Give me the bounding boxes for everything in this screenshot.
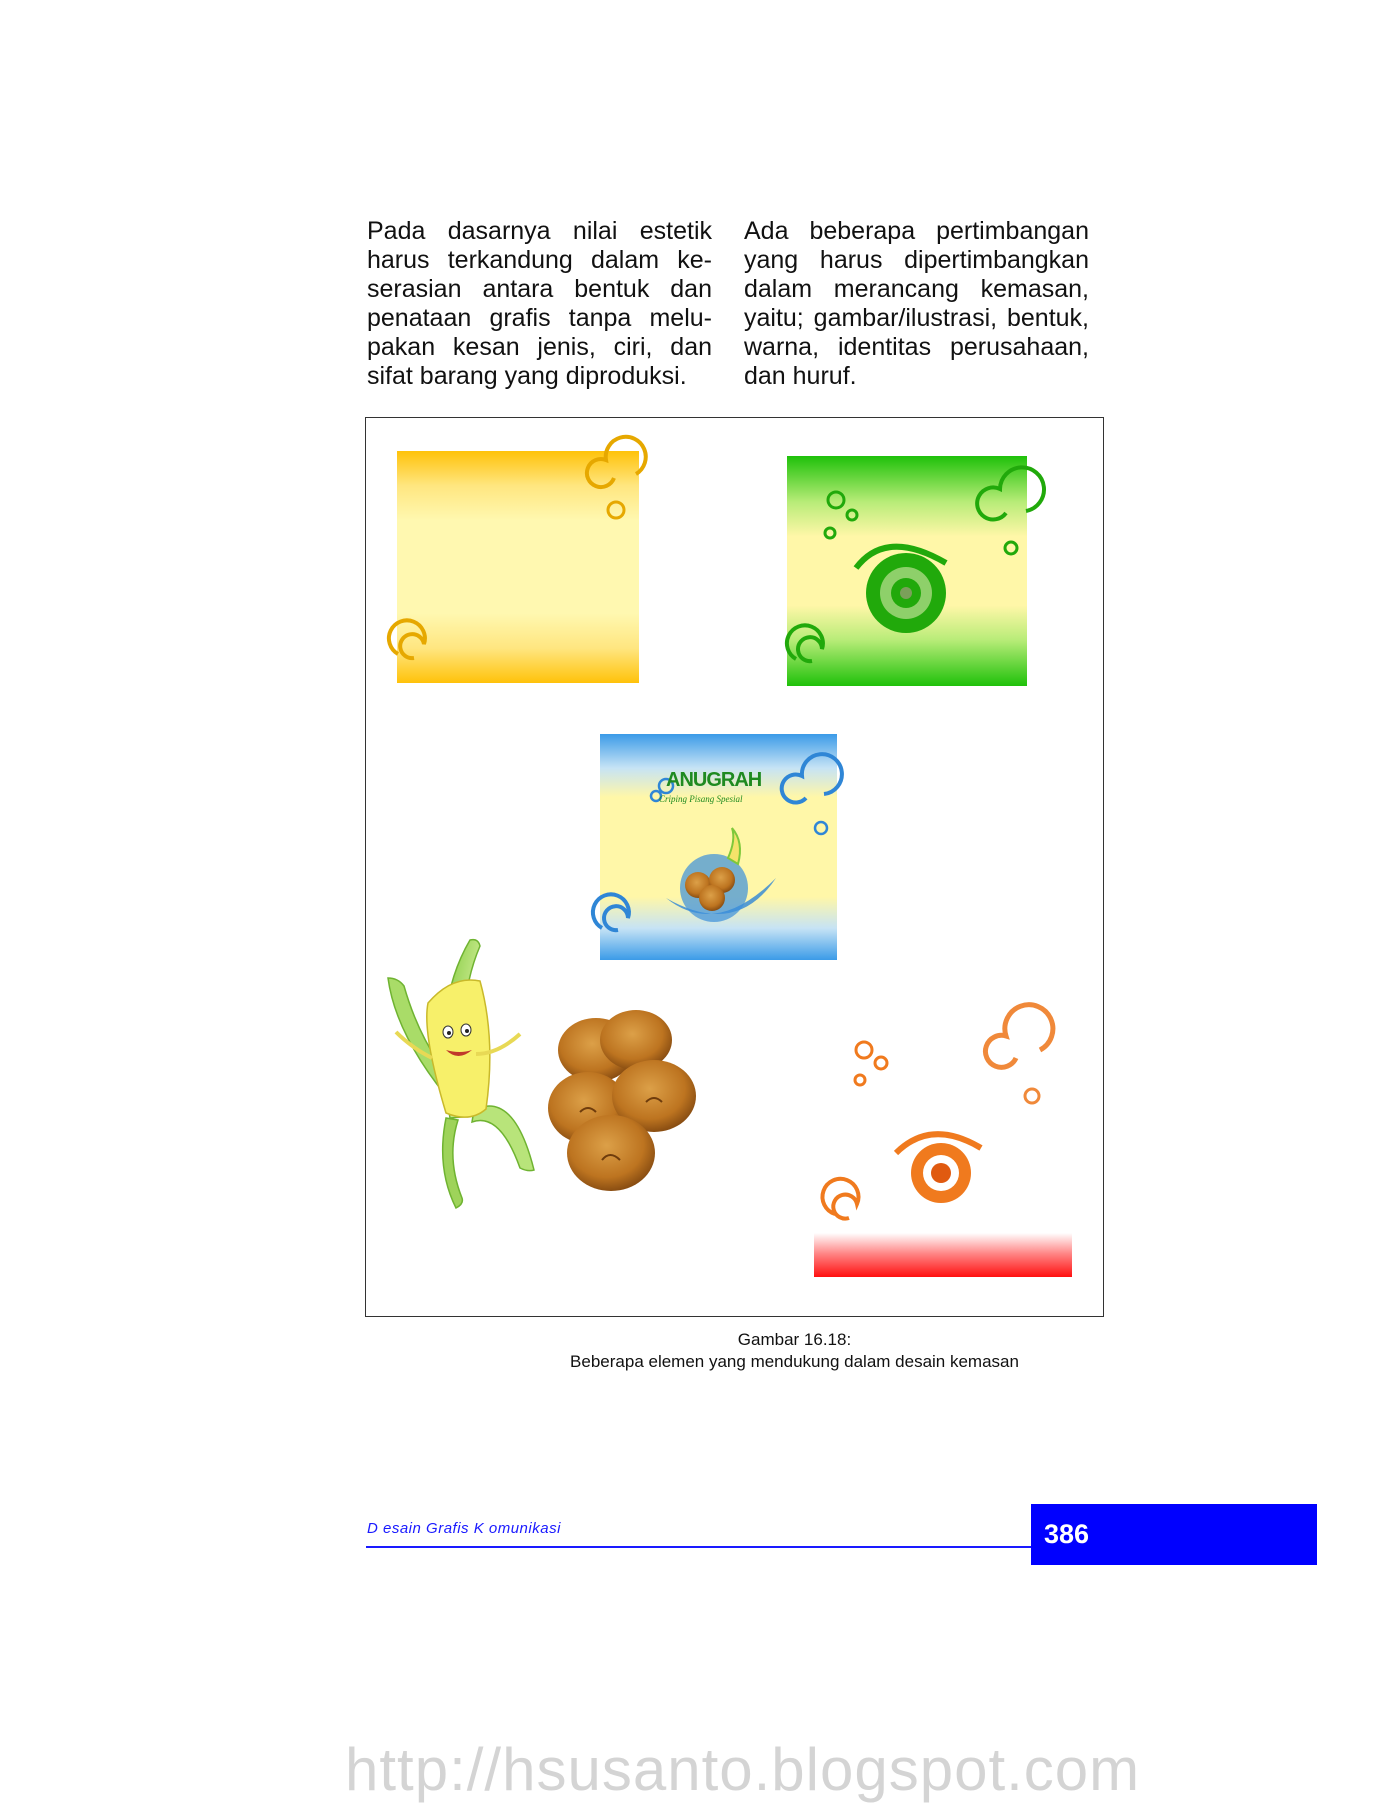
body-text-right-column: Ada beberapa pertimbangan yang harus dipertimbangkan dalam merancang kemasan, yaitu; gambar/ilustrasi, bentuk, warna, identitas perusahaan, dan huruf.: [744, 217, 1089, 390]
orange-swirl-elements: [822, 1005, 1052, 1219]
red-gradient-band: [814, 1233, 1072, 1277]
package-tagline: Criping Pisang Spesial: [659, 794, 743, 804]
package-brand-name: ANUGRAH: [666, 769, 762, 791]
figure-caption: [365, 1329, 1224, 1373]
green-background-panel: [787, 456, 1044, 686]
yellow-background-panel: [389, 437, 646, 683]
caption-label: Gambar 16.18:: [737, 1330, 852, 1349]
page-number: 386: [1044, 1519, 1090, 1549]
footer-book-title: D esain Grafis K omunikasi: [367, 1520, 561, 1537]
caption-text: Beberapa elemen yang mendukung dalam desain kemasan: [570, 1352, 1019, 1371]
page-number-badge: [1031, 1504, 1317, 1565]
package-design-panel: [593, 734, 842, 960]
figure-frame: [365, 417, 1104, 1317]
watermark-url: http://hsusanto.blogspot.com: [345, 1736, 1141, 1803]
banana-chips-photo: [548, 1010, 696, 1191]
banana-mascot-illustration: [388, 940, 534, 1208]
body-text-left-column: Pada dasarnya nilai estetik harus terkandung dalam ke-serasian antara bentuk dan penataan grafis tanpa melu-pakan kesan jenis, ciri, dan sifat barang yang diproduksi.: [367, 217, 712, 390]
figure-illustration: [366, 418, 1105, 1318]
footer-divider: [366, 1546, 1031, 1548]
